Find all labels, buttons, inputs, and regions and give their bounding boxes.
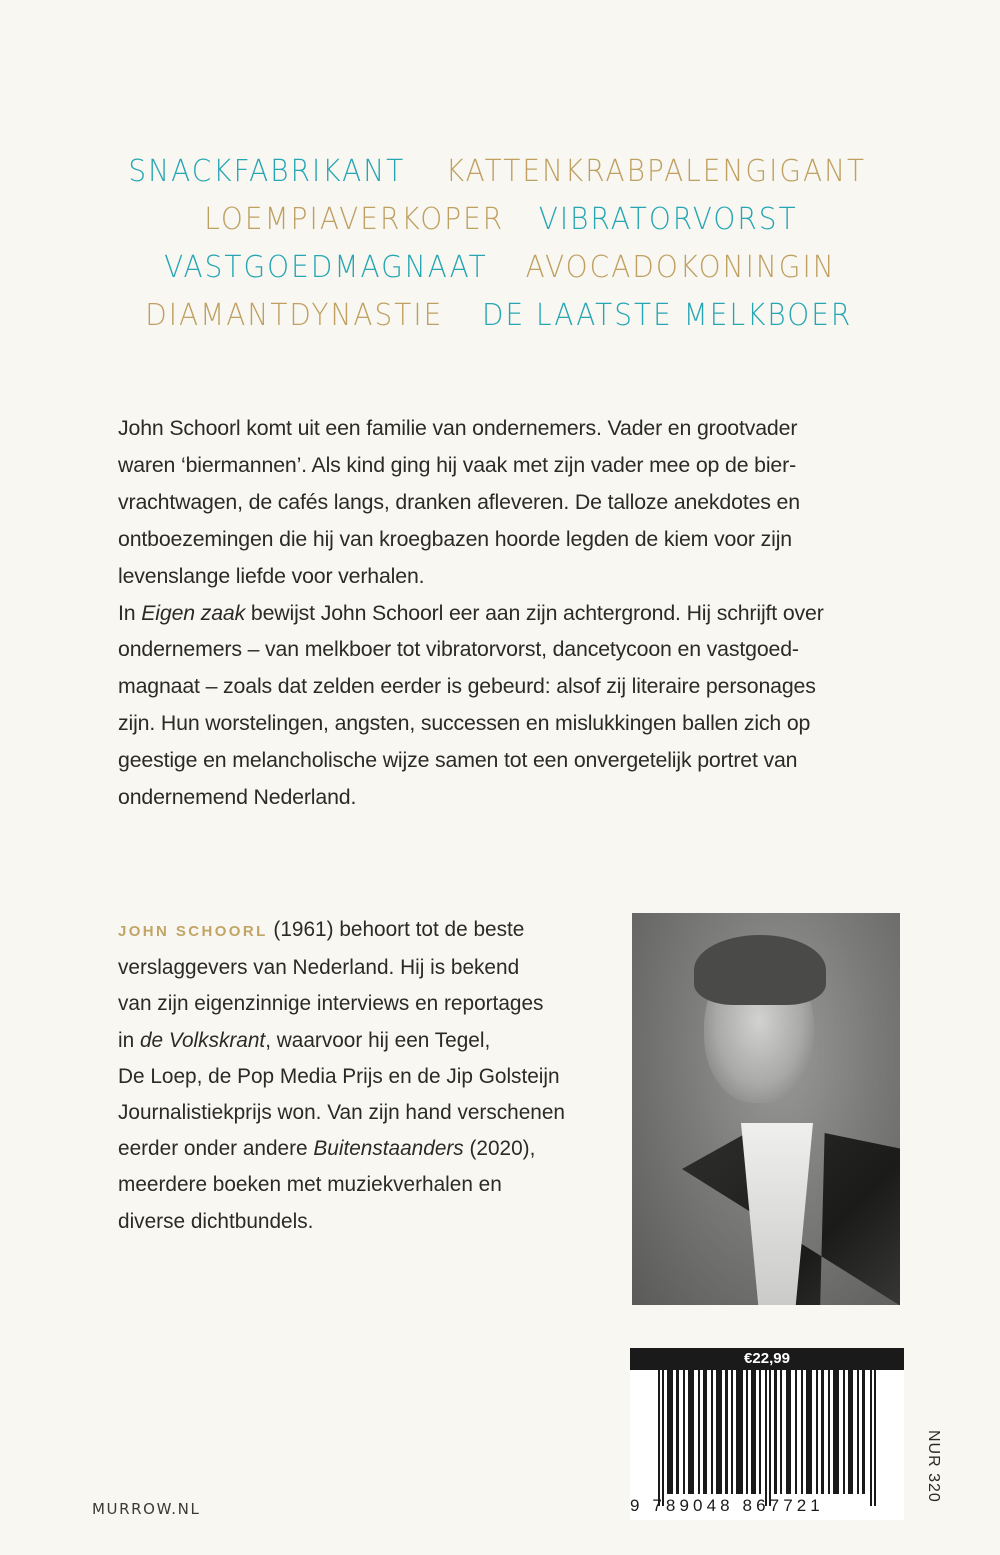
title-row-1 [0,148,1000,196]
title-row-3 [0,244,1000,292]
title-row-4 [0,292,1000,340]
title-word: VASTGOEDMAGNAAT [164,250,489,285]
blurb-line: waren ‘biermannen’. Als kind ging hij vaak met zijn vader mee op de bier- [118,452,797,477]
bio-line: diverse dichtbundels. [118,1209,314,1233]
blurb-line: vrachtwagen, de cafés langs, dranken afleveren. De talloze anekdotes en [118,489,800,514]
blurb-line: geestige en melancholische wijze samen tot een onvergetelijk portret van [118,748,798,773]
bio-text: , waarvoor hij een Tegel, [265,1028,491,1052]
blurb-text: In [118,600,142,625]
barcode-bars-icon [658,1370,880,1506]
author-name: JOHN SCHOORL [118,923,268,940]
blurb-line: ontboezemingen die hij van kroegbazen hoorde legden de kiem voor zijn [118,526,792,551]
bio-text: (1961) behoort tot de beste [267,918,525,941]
title-word: DIAMANTDYNASTIE [144,298,443,333]
isbn-barcode [630,1348,904,1520]
bio-text: eerder onder andere [118,1137,314,1161]
photo-hair-shape [694,935,826,1005]
bio-line [118,912,608,950]
blurb-line [118,595,888,632]
bio-text: in [118,1028,140,1052]
blurb-line: ondernemend Nederland. [118,785,357,810]
publisher-url: MURROW.NL [92,1500,201,1518]
blurb-line: magnaat – zoals dat zelden eerder is gebeurd: alsof zij literaire personages [118,674,816,699]
isbn-digits: 9 789048 867721 [630,1496,824,1515]
bio-line: van zijn eigenzinnige interviews en reportages [118,992,544,1016]
bio-text: (2020), [463,1137,536,1161]
bio-line: De Loep, de Pop Media Prijs en de Jip Golsteijn [118,1064,560,1088]
blurb-text: bewijst John Schoorl eer aan zijn achtergrond. Hij schrijft over [245,600,824,625]
bio-line [118,1023,608,1059]
title-word: DE LAATSTE MELKBOER [482,298,853,333]
blurb-line: ondernemers – van melkboer tot vibratorvorst, dancetycoon en vastgoed- [118,637,799,662]
title-word: KATTENKRABPALENGIGANT [445,154,867,189]
title-word: AVOCADOKONINGIN [525,250,836,285]
book-title-italic: Buitenstaanders [313,1137,464,1161]
blurb-line: John Schoorl komt uit een familie van ondernemers. Vader en grootvader [118,416,798,440]
author-bio [118,912,608,1240]
book-title-italic: Eigen zaak [141,600,246,625]
nur-code: NUR 320 [925,1430,942,1503]
title-word: LOEMPIAVERKOPER [203,202,504,237]
blurb-paragraph-2 [118,595,888,816]
book-blurb [118,410,888,816]
title-row-2 [0,196,1000,244]
author-photo [632,913,900,1305]
blurb-line: zijn. Hun worstelingen, angsten, successen en mislukkingen ballen zich op [118,711,811,736]
newspaper-title-italic: de Volkskrant [139,1028,266,1052]
title-word-list [0,148,1000,340]
blurb-line: levenslange liefde voor verhalen. [118,563,425,588]
price-label: €22,99 [630,1348,904,1370]
bio-line [118,1131,608,1167]
blurb-paragraph-1 [118,410,888,595]
bio-line: verslaggevers van Nederland. Hij is bekend [118,956,520,980]
title-word: VIBRATORVORST [538,202,798,237]
title-word: SNACKFABRIKANT [128,154,406,189]
bio-line: Journalistiekprijs won. Van zijn hand verschenen [118,1101,565,1125]
bio-line: meerdere boeken met muziekverhalen en [118,1173,502,1197]
